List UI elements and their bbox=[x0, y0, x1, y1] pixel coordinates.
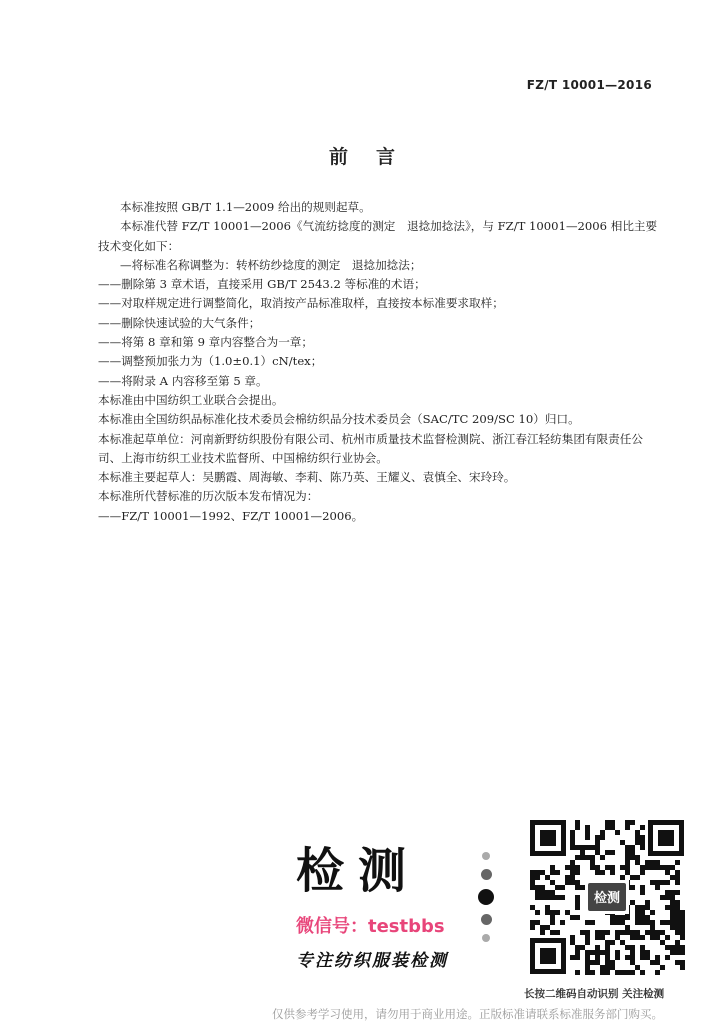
qr-code-icon bbox=[528, 818, 686, 976]
change-item: ——将附录 A 内容移至第 5 章。 bbox=[98, 373, 268, 388]
text-line: 本标准所代替标准的历次版本发布情况为： bbox=[98, 489, 319, 504]
dot-icon bbox=[481, 914, 492, 925]
text-line: 本标准由全国纺织品标准化技术委员会棉纺织品分技术委员会（SAC/TC 209/SC 10）归口。 bbox=[98, 412, 580, 427]
promo-title: 检测 bbox=[296, 843, 421, 899]
change-item: —将标准名称调整为：转杯纺纱捻度的测定 退捻加捻法； bbox=[120, 257, 422, 272]
decorative-dots bbox=[478, 852, 494, 951]
dot-icon bbox=[482, 934, 490, 942]
text-line: 本标准由中国纺织工业联合会提出。 bbox=[98, 392, 284, 407]
dot-icon bbox=[482, 852, 490, 860]
dot-icon bbox=[478, 889, 494, 905]
text-line: 本标准主要起草人：吴鹏霞、周海敏、李莉、陈乃英、王耀义、袁慎全、宋玲玲。 bbox=[98, 470, 516, 485]
qr-caption: 长按二维码自动识别 关注检测 bbox=[524, 988, 665, 1000]
change-item: ——删除第 3 章术语，直接采用 GB/T 2543.2 等标准的术语； bbox=[98, 277, 426, 292]
qr-logo-label: 检测 bbox=[593, 891, 621, 906]
text-line: ——FZ/T 10001—1992、FZ/T 10001—2006。 bbox=[98, 508, 364, 523]
change-item: ——对取样规定进行调整简化，取消按产品标准取样，直接按本标准要求取样； bbox=[98, 296, 504, 311]
page-title: 前言 bbox=[328, 146, 423, 168]
document-body bbox=[98, 198, 658, 526]
text-paragraph: 本标准代替 FZ/T 10001—2006《气流纺捻度的测定 退捻加捻法》，与 FZ/T 10001—2006 相比主要技术变化如下： bbox=[98, 219, 658, 253]
promo-wechat-id: 微信号：testbbs bbox=[296, 916, 445, 937]
dot-icon bbox=[481, 869, 492, 880]
footer-disclaimer: 仅供参考学习使用，请勿用于商业用途。正版标准请联系标准服务部门购买。 bbox=[272, 1007, 663, 1021]
promo-slogan: 专注纺织服装检测 bbox=[296, 951, 448, 971]
change-item: ——删除快速试验的大气条件； bbox=[98, 315, 261, 330]
qr-code[interactable] bbox=[528, 818, 686, 976]
text-paragraph: 本标准起草单位：河南新野纺织股份有限公司、杭州市质量技术监督检测院、浙江春江轻纺集团有限责任公司、上海市纺织工业技术监督所、中国棉纺织行业协会。 bbox=[98, 431, 643, 465]
standard-code: FZ/T 10001—2016 bbox=[526, 78, 652, 92]
change-item: ——调整预加张力为（1.0±0.1）cN/tex； bbox=[98, 354, 323, 369]
text-line: 本标准按照 GB/T 1.1—2009 给出的规则起草。 bbox=[120, 200, 371, 214]
change-item: ——将第 8 章和第 9 章内容整合为一章； bbox=[98, 335, 313, 350]
